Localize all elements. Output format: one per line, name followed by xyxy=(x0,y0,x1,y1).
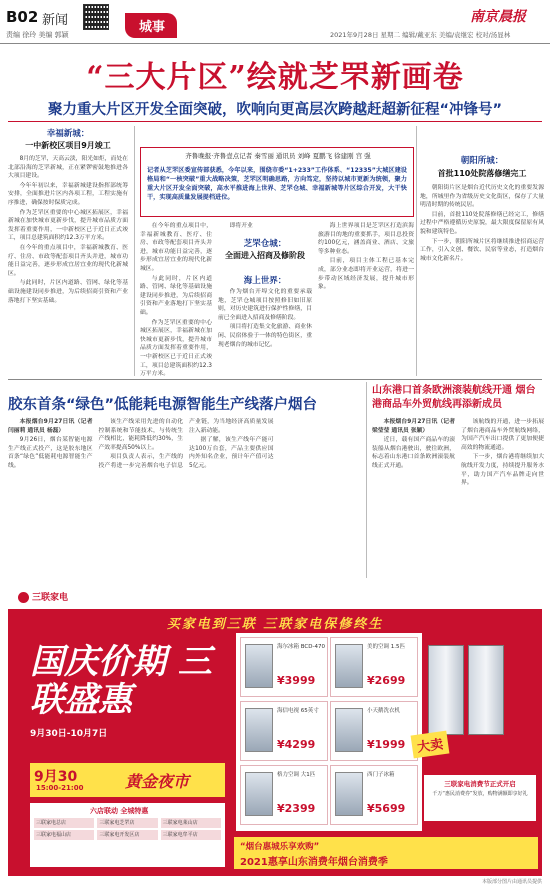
section-title-suocheng: 首批110处院落修缮完工 xyxy=(437,169,527,178)
text-column-left xyxy=(8,155,128,373)
store-list-title: 六店联动 全城特惠 xyxy=(90,807,149,815)
paragraph: 据了解，该生产线年产能可达100万台套，产品主要供应国内外知名企业，预计年产值可达5亿元。 xyxy=(189,437,274,469)
product-price: ¥1999 xyxy=(367,738,406,751)
story2-body xyxy=(8,418,364,578)
text-column-center-top xyxy=(218,222,312,234)
text-column-center-left xyxy=(140,222,212,378)
air-conditioner-icon xyxy=(245,772,273,816)
paragraph: 9月26日，烟台某智能电源生产线正式投产，这是胶东地区首条“绿色”低能耗电源智能生产线。 xyxy=(8,437,93,469)
paragraph: 与此同时，片区内道路、管网、绿化等基础设施建设同步推进，为后续招商引资和产业落地打下坚实基础。 xyxy=(8,280,128,304)
ad-logo xyxy=(18,590,68,603)
section-title-xingfu: 一中新校区项目9月竣工 xyxy=(25,141,111,150)
page-footer: 本版部分图片由通讯员提供 xyxy=(481,879,542,885)
ad-header xyxy=(8,585,542,609)
paragraph: 海上世界项目是芝罘区打造滨海旅游目的地的重要抓手，项目总投资约100亿元，涵盖商业、酒店、文旅等多种业态。 xyxy=(318,223,414,255)
product-card xyxy=(240,637,328,697)
ad-slogan: 买家电到三联 三联家电保修终生 xyxy=(166,617,384,632)
paragraph: 作为芝罘区重要的中心城区拓展区，幸福新城在加快城市更新步伐，提升城市品质方面发挥着重要作用，一中新校区已于近日正式竣工，项目总建筑面积约12.3万平方米。 xyxy=(140,319,212,378)
product-card xyxy=(330,701,418,761)
intro-box xyxy=(140,147,414,217)
product-card xyxy=(240,701,328,761)
page-code: B02 xyxy=(6,8,39,26)
product-name: 海信电视 65英寸 xyxy=(277,708,319,714)
paragraph: 在今年的重点项目中，幸福新城教育、医疗、住房、市政等配套项目齐头并进，城市功能日益完善，逐步形成宜居宜业的现代化新城区。 xyxy=(140,223,212,272)
story3-headline: 山东港口首条欧洲滚装航线开通 烟台港商品车外贸航线再添新成员 xyxy=(372,385,536,410)
paragraph: 作为烟台开埠文化的重要承载地，芝罘仓城项目按照修旧如旧原则，对历史建筑进行保护性修缮，目前已全面进入招商及修缮阶段。 xyxy=(218,289,312,321)
product-price: ¥4299 xyxy=(277,738,316,751)
promo-desc: 千万“惠民消费券”发放，购物满额即享好礼 xyxy=(432,791,528,797)
ad-store-list xyxy=(30,803,225,867)
store-item: 三联家电福山店 xyxy=(34,830,94,840)
store-item: 三联家电开发区店 xyxy=(97,830,157,840)
paragraph: 下一步，烟台港将继续加大航线开发力度，持续提升服务水平，助力国产汽车品牌走向世界。 xyxy=(461,454,544,487)
paragraph: 下一步，朝阳所城片区将继续推进招商运营工作，引入文创、餐饮、民宿等业态，打造烟台城市文化新名片。 xyxy=(420,238,544,262)
paragraph: 作为芝罘区重要的中心城区拓展区，幸福新城在加快城市更新步伐，提升城市品质方面发挥着重要作用，一中新校区已于近日正式竣工，项目总建筑面积约12.3万平方米。 xyxy=(8,209,128,242)
night-market-title: 黄金夜市 xyxy=(125,772,190,791)
fridge-icon xyxy=(335,772,363,816)
section-kicker-cangcheng: 芝罘仓城： xyxy=(243,239,287,249)
banner-line-1: “烟台惠城乐享欢购” xyxy=(240,842,320,852)
paragraph: 该航线的开通，进一步拓展了烟台港商品车外贸航线网络，为国产汽车出口提供了更加便捷高效的物流通道。 xyxy=(461,419,544,451)
paragraph: 今年年初以来，幸福新城建设指挥部统筹安排，全面推进片区内各项工程，工程实施有序推进，确保按时保质完成。 xyxy=(8,182,128,206)
ad-sale-tag: 大卖 xyxy=(411,731,450,759)
product-card xyxy=(240,765,328,825)
column-rule xyxy=(416,126,417,376)
washer-icon xyxy=(335,708,363,752)
byline: 齐鲁晚报·齐鲁壹点记者 秦雪丽 通讯员 刘峰 夏鹏飞 徐建刚 宫 强 xyxy=(185,152,371,160)
promo-title: 三联家电消费节正式开启 xyxy=(444,780,516,788)
section-badge: 城事 xyxy=(125,13,177,38)
dateline: 2021年9月28日 星期二 编辑/戴亚东 美编/袁继宏 校对/汤显林 xyxy=(330,31,511,39)
qr-code-icon xyxy=(83,4,109,30)
ad-product-grid xyxy=(236,633,422,831)
ad-date-range: 9月30日-10月7日 xyxy=(30,729,108,739)
product-name: 西门子冰箱 xyxy=(367,772,395,778)
story2-byline: 本报烟台9月27日讯（记者 闫丽莉 通讯员 杨磊） xyxy=(8,419,93,434)
paragraph: 在今年的重点项目中，幸福新城教育、医疗、住房、市政等配套项目齐头并进，城市功能日益完善，逐步形成宜居宜业的现代化新城区。 xyxy=(8,244,128,277)
text-column-center-right xyxy=(318,222,414,374)
product-price: ¥2399 xyxy=(277,802,316,815)
product-name: 海尔冰箱 BCD-470 xyxy=(277,644,325,650)
paragraph: 与此同时，片区内道路、管网、绿化等基础设施建设同步推进，为后续招商引资和产业落地打下坚实基础。 xyxy=(140,275,212,316)
banner-line-2: 2021惠享山东消费年烟台消费季 xyxy=(240,857,388,868)
section-kicker-suocheng: 朝阳所城： xyxy=(460,156,504,166)
paragraph: 8月的芝罘，天高云淡，阳光如炬，而处在北部沿海的芝罘新城，正在紧锣密鼓地推进各大项目建设。 xyxy=(8,156,128,180)
story3-body xyxy=(372,418,544,578)
section-kicker-xingfu: 幸福新城： xyxy=(46,129,90,139)
store-item: 三联家电总店 xyxy=(34,818,94,828)
ad-bottom-banner xyxy=(234,837,538,869)
night-market-time: 15:00-21:00 xyxy=(36,784,84,792)
newspaper-logo: 南京晨报 xyxy=(470,9,526,25)
fridge-image xyxy=(468,645,504,735)
night-market-date: 9月30 xyxy=(34,769,78,785)
editors-line: 责编 徐玲 美编 郭颖 xyxy=(6,31,69,39)
paragraph: 该生产线采用先进的自动化控制系统和节能技术，与传统生产线相比，能耗降低约30%，生产效率提高50%以上。 xyxy=(98,419,183,451)
paragraph: 即将开业 xyxy=(229,223,253,229)
store-grid xyxy=(34,818,221,840)
text-column-center xyxy=(218,288,312,374)
advertisement xyxy=(8,585,542,876)
divider xyxy=(8,379,542,380)
story3-byline: 本报烟台9月27日讯（记者 梁莹莹 通讯员 张颖） xyxy=(372,419,455,434)
section-kicker-haishang: 海上世界： xyxy=(243,276,287,286)
product-name: 格力空调 大1匹 xyxy=(277,772,316,778)
air-conditioner-icon xyxy=(335,644,363,688)
intro-text: 记者从芝罘区委宣传部获悉，今年以来，围绕市委“1+233”工作体系、“12335”大城区建设格局和“一核突破”重大战略决策，芝罘区明确思路，方向笃定，坚持以城市更新为统领，聚力重大片区开发全面突破，高水平推进海上世界、芝罘仓城、幸福新城等片区综合开发，大干快干，实现高质量发展提档进位。 xyxy=(147,167,407,201)
tv-icon xyxy=(245,708,273,752)
paragraph: 朝阳街片区是烟台近代历史文化的重要发源地，所城里作为省级历史文化街区，保存了大量明清时期的传统民居。 xyxy=(420,185,544,209)
product-name: 美的空调 1.5匹 xyxy=(367,644,405,650)
store-item: 三联家电牟平店 xyxy=(161,830,221,840)
product-price: ¥3999 xyxy=(277,674,316,687)
story2-headline: 胶东首条“绿色”低能耗电源智能生产线落户烟台 xyxy=(8,397,318,413)
store-item: 三联家电芝罘店 xyxy=(97,818,157,828)
paragraph: 近日，载有国产商品车的滚装船从烟台港驶出，驶往欧洲，标志着山东港口首条欧洲滚装航线正式开通。 xyxy=(372,437,455,469)
divider xyxy=(8,121,542,122)
section-name: 新闻 xyxy=(42,13,69,28)
fridge-icon xyxy=(245,644,273,688)
brand-mark-icon xyxy=(18,592,29,603)
paragraph: 目前，首批110处院落修缮已经完工，修缮过程中严格遵循历史原貌，最大限度保留原有风貌和建筑特色。 xyxy=(420,211,544,235)
ad-store-name: 三联家电 xyxy=(32,593,69,603)
ad-promo-box xyxy=(424,775,536,821)
column-rule xyxy=(366,382,367,578)
ad-night-market xyxy=(30,763,225,797)
fridge-image xyxy=(428,645,464,735)
store-item: 三联家电莱山店 xyxy=(161,818,221,828)
page-header xyxy=(0,0,550,44)
product-price: ¥5699 xyxy=(367,802,406,815)
paragraph: 项目将打造集文化旅游、商业休闲、民宿体验于一体的特色街区，重现老烟台的城市记忆。 xyxy=(218,324,312,348)
column-rule xyxy=(134,126,135,376)
product-price: ¥2699 xyxy=(367,674,406,687)
product-card xyxy=(330,765,418,825)
product-name: 小天鹅洗衣机 xyxy=(367,708,401,714)
paragraph: 项目负责人表示，生产线的投产将进一步完善烟台电子信息产业链，为当地经济高质量发展注入新动能。 xyxy=(98,419,274,469)
section-title-cangcheng: 全面进入招商及修阶段 xyxy=(225,251,305,260)
product-card xyxy=(330,637,418,697)
ad-main-title: 国庆价期 三联盛惠 xyxy=(30,642,212,720)
headline: “三大片区”绘就芝罘新画卷 xyxy=(86,60,464,95)
paragraph: 目前，项目主体工程已基本完成，部分业态即将开业运营，将进一步带动区域经济发展，提升城市形象。 xyxy=(318,258,414,291)
text-column-right xyxy=(420,184,544,374)
subheadline: 聚力重大片区开发全面突破，吹响向更高层次跨越赶超新征程“冲锋号” xyxy=(47,102,503,118)
